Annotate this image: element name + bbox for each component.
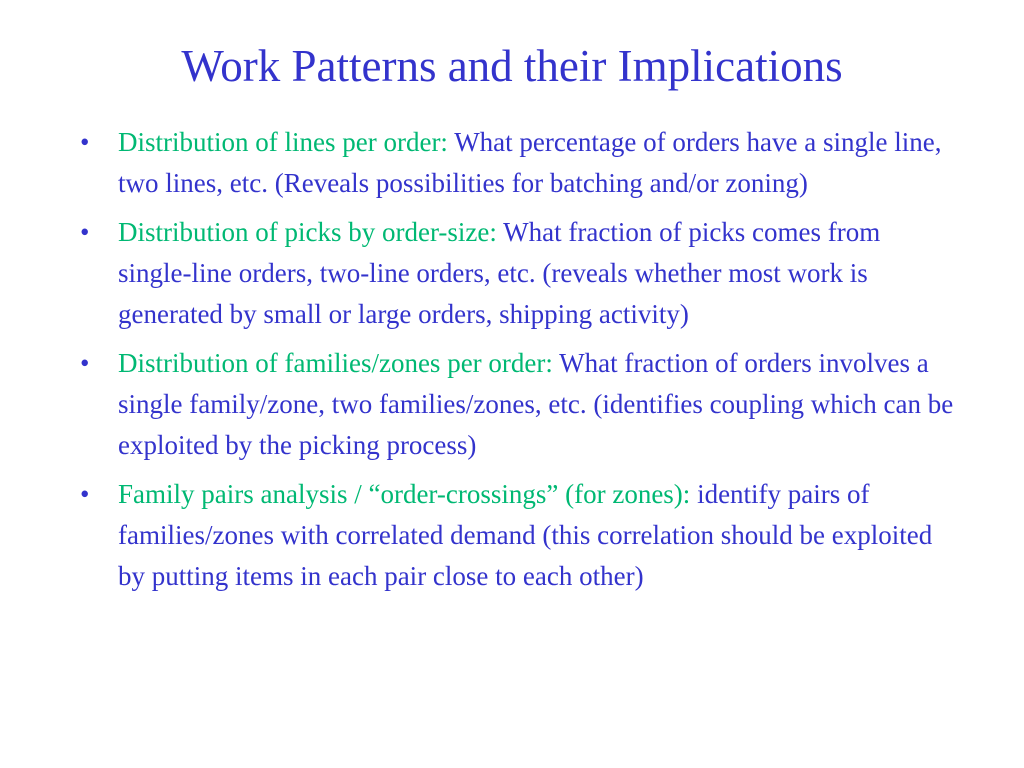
bullet-marker: • <box>80 217 90 247</box>
bullet-item-picks-by-order-size <box>80 212 960 335</box>
bullet-marker: • <box>80 127 90 157</box>
bullet-lead-text: Distribution of families/zones per order: <box>118 348 553 378</box>
bullet-item-families-per-order <box>80 343 960 466</box>
bullet-lead-text: Distribution of lines per order: <box>118 127 448 157</box>
bullet-body-text: What percentage of orders have a single line, two lines, etc. (Reveals possibilities for batching and/or zoning) <box>118 127 942 198</box>
bullet-marker: • <box>80 479 90 509</box>
bullet-body-text: What fraction of picks comes from single-line orders, two-line orders, etc. (reveals whether most work is generated by small or large orders, shipping activity) <box>118 217 881 329</box>
bullet-body-text: identify pairs of families/zones with correlated demand (this correlation should be exploited by putting items in each pair close to each other) <box>118 479 933 591</box>
bullet-list <box>80 122 960 605</box>
bullet-lead-text: Family pairs analysis / “order-crossings” (for zones): <box>118 479 691 509</box>
slide-title: Work Patterns and their Implications <box>181 41 843 91</box>
bullet-lead-text: Distribution of picks by order-size: <box>118 217 497 247</box>
bullet-item-lines-per-order <box>80 122 960 204</box>
bullet-item-family-pairs <box>80 474 960 597</box>
bullet-marker: • <box>80 348 90 378</box>
bullet-body-text: What fraction of orders involves a single family/zone, two families/zones, etc. (identifies coupling which can be exploited by the picking process) <box>118 348 954 460</box>
